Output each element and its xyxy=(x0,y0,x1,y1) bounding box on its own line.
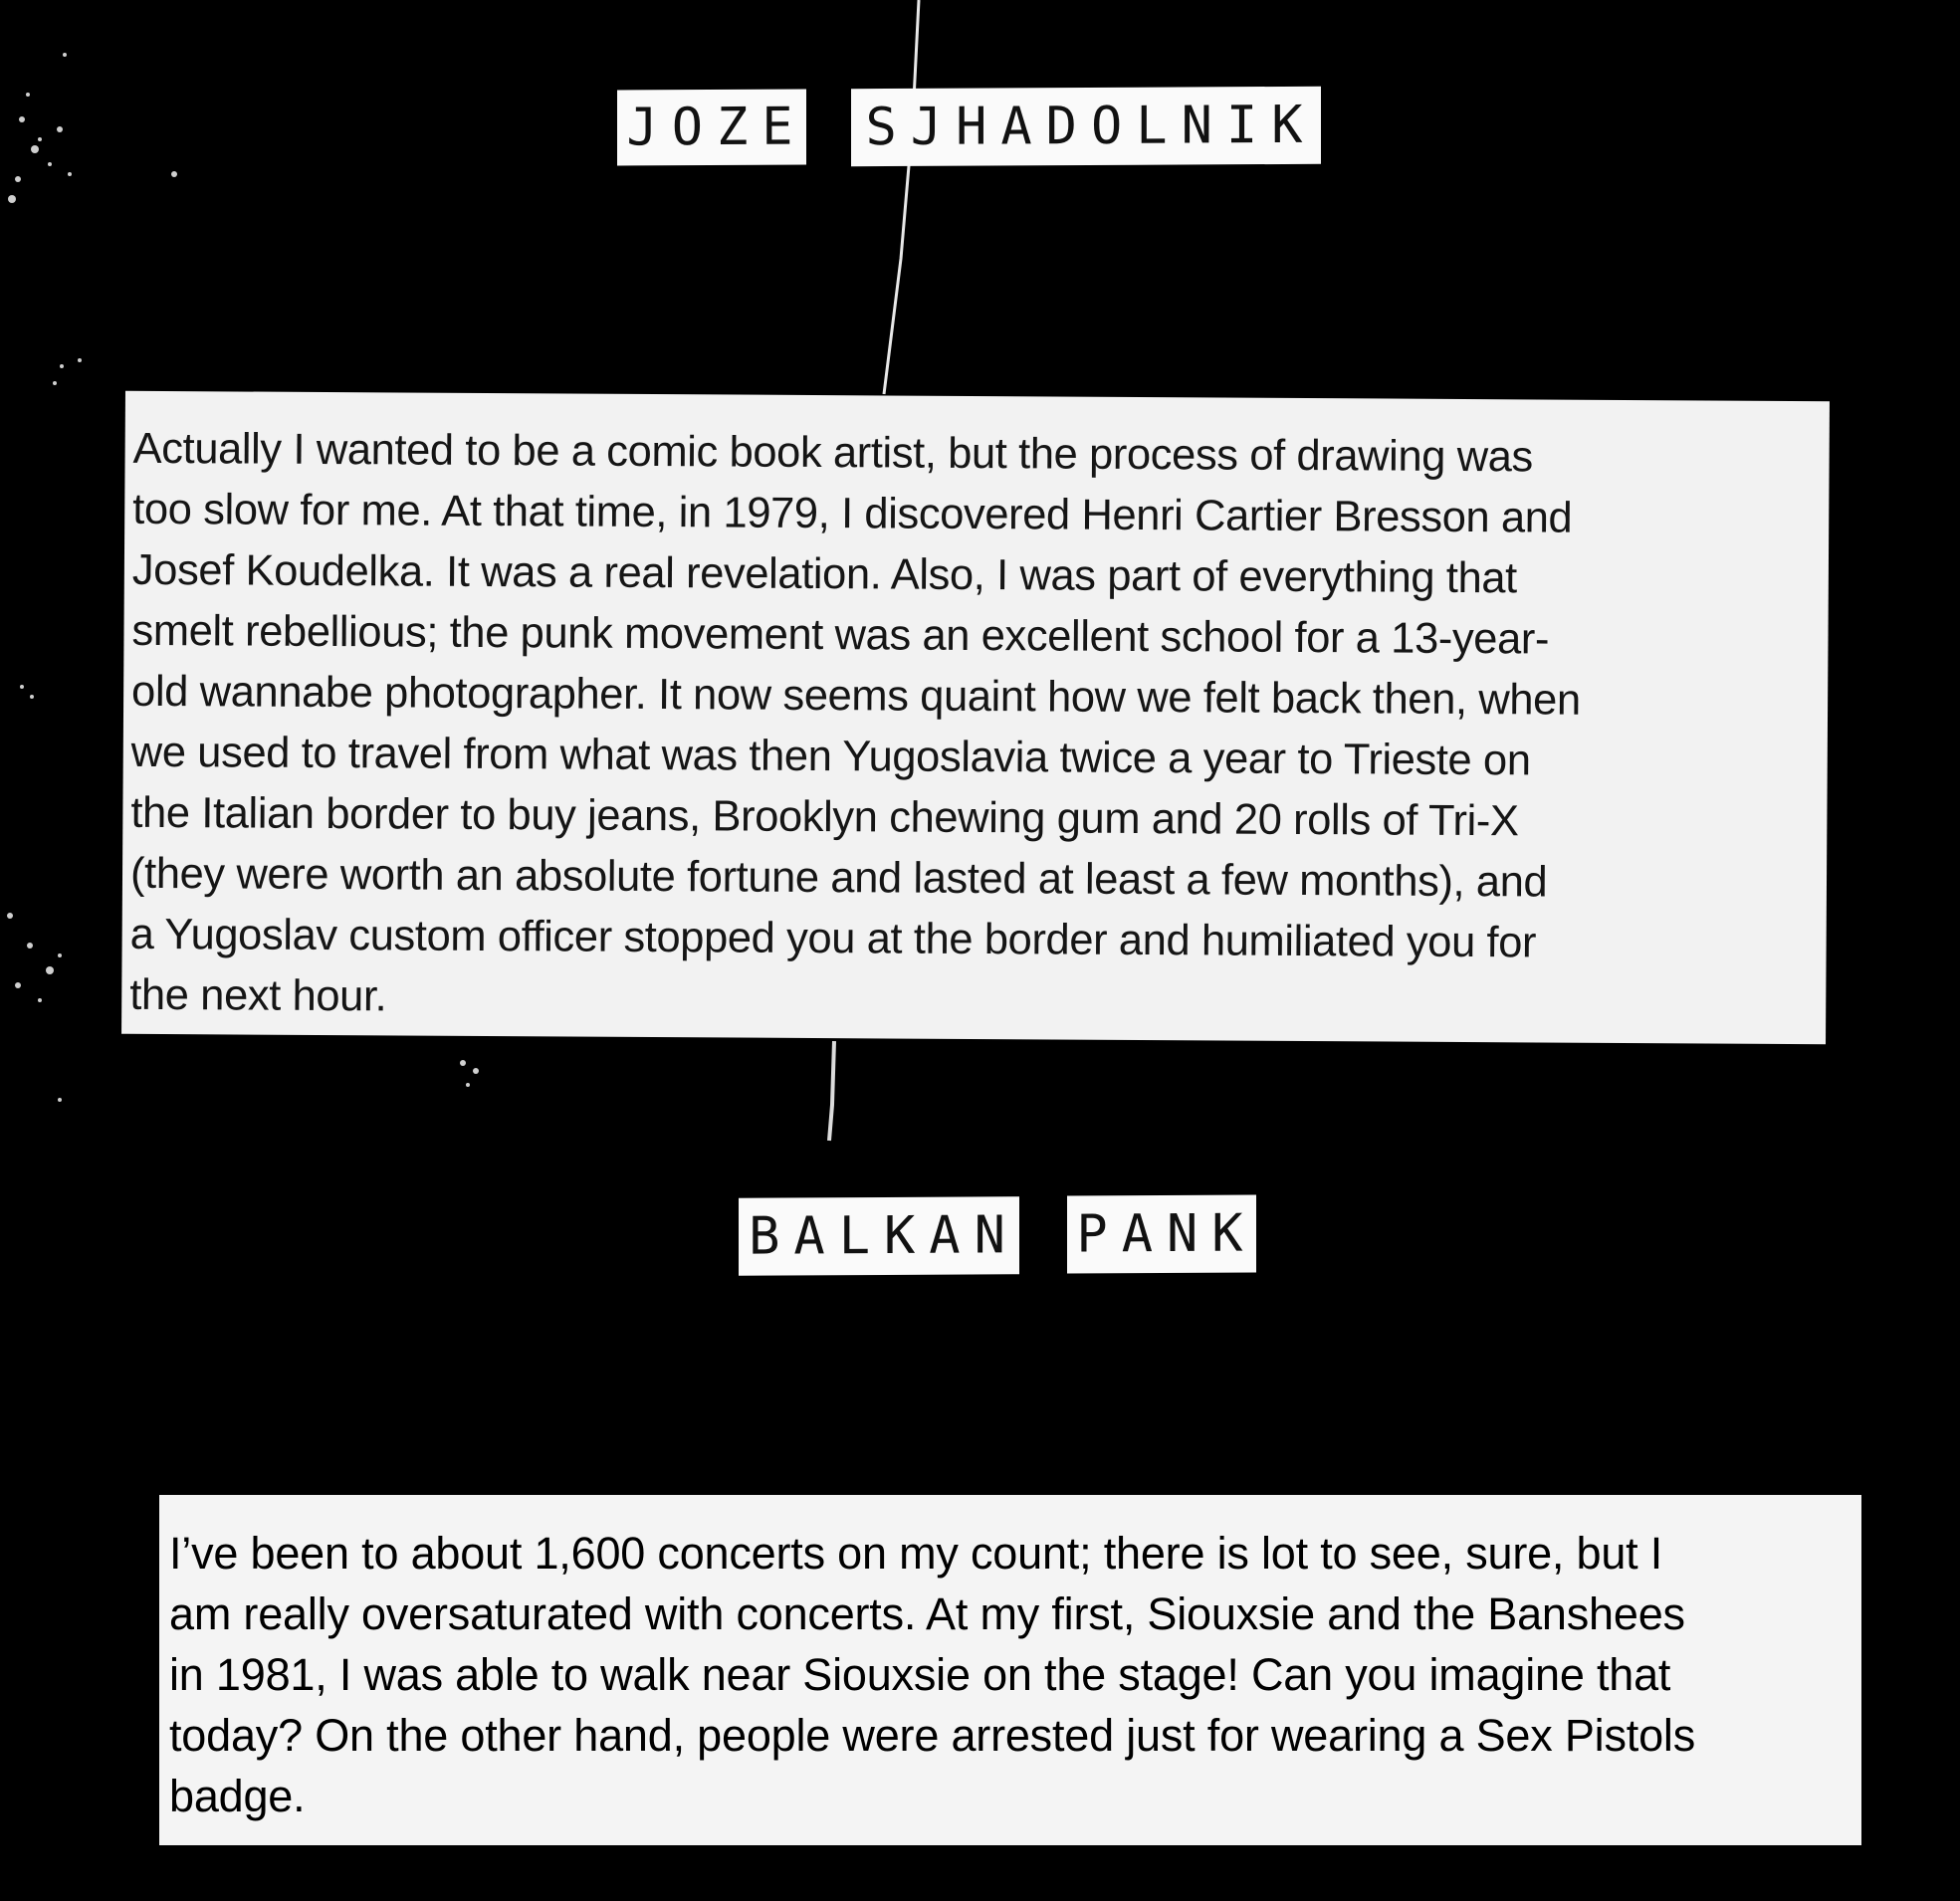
quote-2-line: in 1981, I was able to walk near Siouxsie on the stage! Can you imagine that xyxy=(169,1649,1671,1700)
section-label-first xyxy=(739,1196,1019,1275)
hanging-string-middle xyxy=(829,1041,834,1141)
quote-1-line: the Italian border to buy jeans, Brooklyn chewing gum and 20 rolls of Tri-X xyxy=(130,788,1519,846)
quote-1-line: we used to travel from what was then Yugoslavia twice a year to Trieste on xyxy=(130,728,1531,785)
name-label-first xyxy=(617,90,806,166)
quote-panel-1 xyxy=(121,391,1830,1044)
hanging-string-top xyxy=(884,0,919,394)
quote-2-line: I’ve been to about 1,600 concerts on my count; there is lot to see, sure, but I xyxy=(169,1528,1663,1579)
section-label-first-text: BALKAN xyxy=(749,1205,1019,1267)
quote-1-line: Actually I wanted to be a comic book artist, but the process of drawing was xyxy=(132,424,1533,482)
quote-2-line: badge. xyxy=(169,1771,306,1821)
quote-2-line: am really oversaturated with concerts. At my first, Siouxsie and the Banshees xyxy=(169,1588,1685,1639)
quote-1-line: too slow for me. At that time, in 1979, I discovered Henri Cartier Bresson and xyxy=(132,485,1573,542)
quote-1-line: a Yugoslav custom officer stopped you at the border and humiliated you for xyxy=(129,910,1537,967)
quote-1-line: the next hour. xyxy=(129,970,387,1021)
quote-1-line: smelt rebellious; the punk movement was an excellent school for a 13-year- xyxy=(131,606,1550,664)
quote-2-line: today? On the other hand, people were arrested just for wearing a Sex Pistols xyxy=(169,1710,1695,1761)
quote-1-line: Josef Koudelka. It was a real revelation. Also, I was part of everything that xyxy=(131,545,1517,603)
name-label-last xyxy=(851,87,1321,166)
name-label-first-text: JOZE xyxy=(626,97,807,158)
quote-1-line: old wannabe photographer. It now seems quaint how we felt back then, when xyxy=(130,667,1581,725)
name-label-last-text: SJHADOLNIK xyxy=(865,95,1317,158)
section-label-second-text: PANK xyxy=(1076,1203,1257,1265)
quote-1-line: (they were worth an absolute fortune and lasted at least a few months), and xyxy=(129,849,1548,907)
quote-panel-2 xyxy=(159,1495,1861,1845)
section-label-second xyxy=(1067,1195,1256,1274)
